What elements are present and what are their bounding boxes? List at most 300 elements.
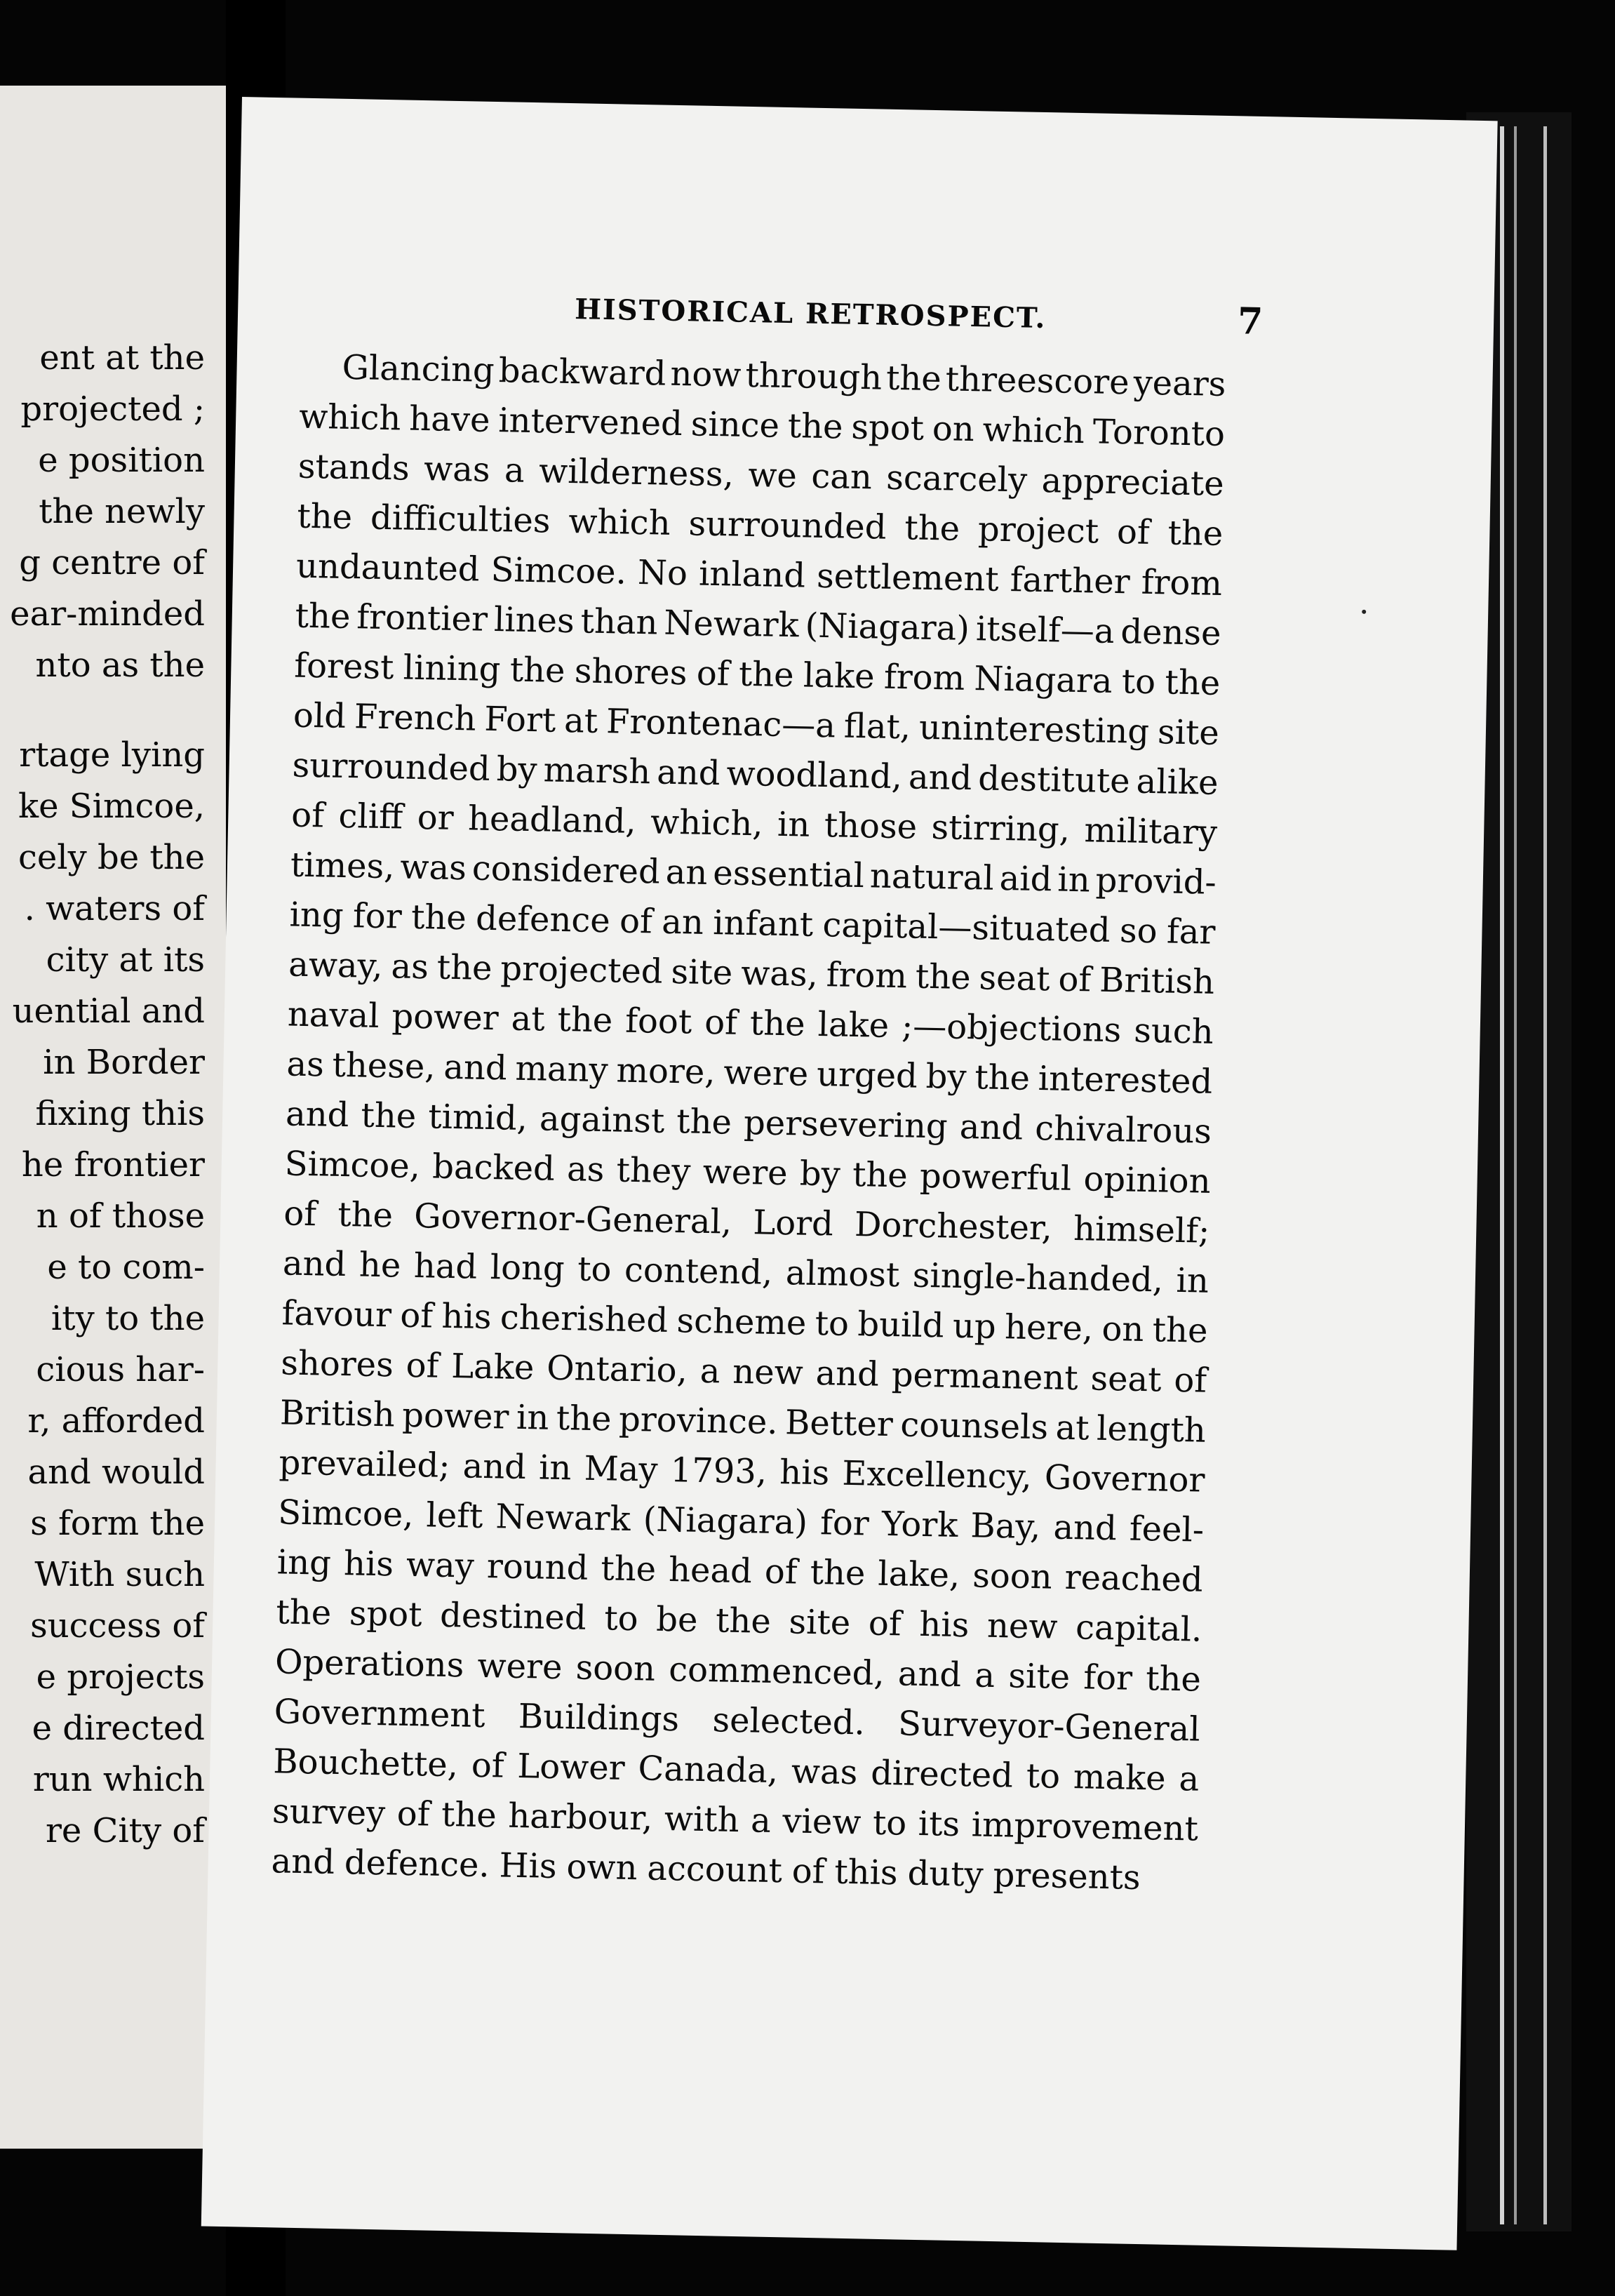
left-page-line: run which [32,1760,205,1799]
word: and [1052,1507,1118,1549]
word: the [600,1549,657,1589]
word: appreciate [1041,460,1225,504]
word: on [1101,1309,1144,1349]
word: of [1058,959,1092,1000]
word: head [668,1550,753,1591]
word: was [423,449,491,490]
word: ing [276,1542,332,1583]
page-edge-line [1543,126,1547,2224]
word: the [1145,1659,1202,1700]
word: and [282,1243,347,1285]
left-page-line: ear-minded [10,594,205,634]
word: feel- [1129,1509,1205,1550]
word: in [538,1448,572,1488]
left-page-line: success of [30,1606,205,1646]
word: threescore [945,359,1130,403]
word: backward [498,351,666,394]
word: lake, [877,1554,960,1596]
word: for [1083,1657,1133,1698]
word: far [1166,912,1216,952]
word: site [789,1602,851,1643]
left-page-line: ent at the [39,338,205,378]
word: his [918,1604,970,1646]
word: in [1176,1260,1209,1301]
word: soon [972,1556,1053,1597]
word: Fort [483,699,556,740]
word: a [750,1801,772,1841]
word: such [1133,1010,1214,1052]
word: frontier [356,597,488,639]
word: ing [289,895,344,935]
word: Governor [1044,1457,1205,1500]
word: scarcely [885,458,1028,500]
word: Governor-General, [413,1196,732,1242]
word: and [462,1446,527,1488]
word: for [819,1503,870,1544]
word: of [406,1345,439,1386]
left-page-line: projected ; [20,389,205,429]
word: new [732,1351,804,1393]
word: British [1099,960,1215,1002]
word: to [577,1249,612,1290]
word: of [704,1002,738,1043]
word: against [539,1099,665,1141]
word: site [671,952,733,993]
word: had [413,1246,478,1287]
word: stands [297,446,410,488]
word: Simcoe, [284,1144,421,1187]
word: the [885,358,942,399]
word: prevailed; [279,1443,450,1486]
word: long [490,1248,565,1289]
word: (Niagara) [643,1500,808,1542]
word: by [925,1056,967,1097]
word: the [436,947,492,989]
word: the [337,1194,394,1236]
word: Lake [450,1347,535,1388]
dust-speck [1362,610,1366,614]
word: through [744,355,883,398]
word: destitute [977,759,1131,801]
word: his [779,1453,830,1493]
word: have [408,399,490,440]
word: an [665,852,708,893]
word: make [1073,1757,1167,1798]
word: seat [979,958,1051,999]
word: so [1119,911,1158,952]
word: for [352,896,403,937]
word: uninteresting [918,707,1150,752]
word: a [504,450,525,490]
word: which, [650,802,764,844]
word: capital—situated [822,905,1111,950]
running-head: HISTORICAL RETROSPECT. [574,293,1047,335]
word: British [279,1393,396,1435]
word: they [616,1150,691,1192]
word: away, [288,945,384,987]
word: settlement [816,556,1000,599]
word: the [852,1154,909,1196]
word: of [399,1295,434,1336]
left-page-line: e projects [36,1657,205,1697]
word: years [1133,363,1226,404]
word: surrounded [292,745,491,789]
word: difficulties [370,498,551,541]
word: survey [272,1791,386,1834]
word: its [918,1803,960,1845]
left-page-line: in Border [43,1043,205,1082]
word: essential [712,853,865,896]
word: times, [290,845,395,887]
word: many [514,1048,609,1090]
word: Glancing [342,347,495,390]
word: capital. [1075,1608,1202,1650]
word: of [471,1745,505,1786]
word: favour [281,1293,392,1335]
left-page-line: fixing this [35,1094,205,1133]
word: these, [332,1045,436,1087]
page-number: 7 [1237,300,1264,343]
word: harbour, [507,1796,653,1838]
left-page-line: ke Simcoe, [18,787,205,826]
word: to [603,1598,639,1639]
word: lining [403,648,501,690]
word: were [702,1152,789,1194]
word: provid- [1095,860,1217,902]
word: dense [1120,612,1222,653]
word: May [584,1448,659,1490]
word: Newark [663,603,800,646]
word: was [791,1751,858,1793]
word: timid, [427,1097,528,1139]
left-page-line: . waters of [24,889,205,928]
word: destined [439,1595,587,1638]
word: the [904,508,960,549]
word: Simcoe, [277,1493,414,1535]
word: of [696,653,730,694]
word: presents [993,1855,1141,1898]
word: single-handed, [912,1255,1164,1300]
word: contend, [624,1250,773,1293]
word: defence [475,898,611,941]
word: and [443,1047,508,1088]
word: the [410,897,467,938]
word: cliff [338,796,403,837]
word: cherished [500,1297,669,1340]
word: opinion [1083,1159,1212,1201]
word: of [290,795,325,836]
word: his [343,1544,394,1584]
word: way [406,1544,475,1586]
word: were [477,1646,563,1688]
page-edge-line [1500,126,1504,2224]
word: the [738,654,795,695]
word: of [1116,512,1151,552]
word: reached [1064,1557,1204,1600]
word: commenced, [668,1650,885,1693]
word: the [810,1552,866,1594]
left-page-line: rtage lying [19,735,205,775]
left-page-line: e directed [32,1709,205,1748]
left-page-line: re City of [45,1811,205,1850]
word: Bay, [970,1506,1041,1547]
word: lines [493,600,575,641]
word: undaunted [295,546,481,589]
left-page-line: n of those [36,1196,205,1236]
left-page-line: With such [34,1555,205,1594]
word: length [1096,1408,1207,1450]
word: the [297,496,353,538]
word: lake [817,1005,890,1046]
word: (Niagara) [805,606,970,649]
left-page-line: he frontier [21,1145,205,1184]
word: Simcoe. [490,549,627,592]
word: the [276,1592,332,1633]
word: Newark [495,1497,631,1539]
word: as [391,947,429,987]
word: of [791,1851,825,1892]
word: was [399,847,467,888]
word: Lower [516,1746,626,1788]
word: aid [999,858,1052,900]
word: Buildings [518,1696,680,1740]
word: at [1055,1408,1090,1448]
word: soon [575,1648,656,1689]
word: woodland, [726,754,903,797]
left-page-line: cious har- [36,1350,205,1389]
word: No [637,552,688,594]
word: which [298,396,401,439]
word: site [1007,1656,1071,1697]
word: at [563,700,598,741]
word: be [655,1599,698,1640]
word: shores [280,1343,394,1385]
word: to [1026,1756,1061,1796]
left-page-line: cely be the [18,838,205,877]
word: from [1141,562,1223,603]
word: the [557,999,613,1041]
word: left [426,1495,483,1536]
word: the [361,1095,417,1137]
word: here, [1004,1307,1094,1349]
word: build [857,1304,945,1346]
word: were [723,1053,809,1094]
word: by [799,1154,841,1194]
word: foot [624,1001,692,1042]
word: Excellency, [841,1453,1033,1497]
word: the [974,1057,1031,1098]
word: this [833,1852,899,1893]
word: military [1083,810,1218,853]
word: those [824,806,918,847]
word: the [441,1794,497,1836]
word: was, [740,953,819,994]
word: in [777,804,810,845]
word: and [285,1094,349,1135]
word: and [271,1841,335,1882]
word: the [1167,513,1224,554]
left-page-line: city at its [46,940,205,980]
word: new [986,1606,1058,1647]
word: spot [349,1594,422,1635]
word: to [872,1803,907,1843]
word: Niagara [974,659,1113,701]
word: from [883,657,965,698]
word: defence. [344,1843,490,1885]
word: on [932,408,975,450]
word: the [556,1398,612,1439]
word: power [401,1395,509,1437]
word: persevering [743,1103,949,1147]
word: itself—a [975,609,1115,652]
word: the [715,1601,772,1641]
word: with [664,1799,740,1841]
word: Surveyor-General [897,1704,1201,1749]
word: which [568,502,671,543]
word: he [358,1245,401,1286]
word: Lord [752,1203,834,1244]
word: flat, [843,706,911,747]
word: himself; [1073,1209,1210,1251]
left-page-line: e position [38,441,205,480]
word: forest [293,646,394,688]
word: intervened [497,401,683,444]
word: old [293,695,347,736]
word: naval [287,994,380,1036]
word: site [1157,712,1220,753]
left-page-line: s form the [30,1504,205,1543]
left-page-line: r, afforded [27,1401,205,1441]
word: of [283,1194,317,1234]
word: the [915,956,972,998]
word: now [669,354,742,395]
word: and [959,1107,1024,1148]
word: of [619,901,653,942]
word: as [566,1149,605,1190]
word: of [1173,1360,1207,1401]
word: selected. [711,1700,866,1743]
word: and [908,757,972,799]
word: of [764,1551,798,1592]
word: considered [471,848,661,892]
word: project [977,509,1099,552]
word: York [881,1504,958,1545]
word: ;—objections [901,1006,1122,1050]
word: a [699,1351,721,1391]
word: in [516,1397,549,1438]
word: powerful [919,1156,1072,1199]
word: Better [784,1403,894,1445]
word: Toronto [1092,412,1226,454]
word: Canada, [638,1749,779,1791]
word: seat [1090,1359,1162,1400]
word: shores [574,651,688,693]
word: directed [870,1753,1014,1796]
word: account [646,1848,783,1891]
word: the [295,596,351,637]
word: round [486,1547,589,1588]
word: of [396,1794,431,1834]
left-page-line: nto as the [35,646,205,685]
word: can [810,456,873,498]
word: or [417,797,455,838]
word: spot [850,407,925,448]
word: of [868,1603,902,1644]
left-page-line: and would [27,1453,205,1492]
word: by [496,749,538,790]
word: since [690,404,780,446]
left-page-line: the newly [39,492,205,531]
word: his [441,1296,492,1337]
left-page-line: g centre of [19,543,205,582]
left-page [0,86,226,2149]
word: Dorchester, [854,1205,1053,1248]
word: alike [1136,761,1219,803]
word: a [974,1655,996,1696]
word: a [1178,1759,1200,1799]
word: more, [616,1050,716,1093]
word: province. [618,1399,779,1443]
word: at [511,999,546,1039]
word: projected [500,949,664,992]
word: farther [1010,560,1131,602]
word: as [286,1044,325,1085]
word: an [661,902,704,942]
word: up [952,1306,997,1347]
word: backed [431,1147,556,1189]
word: the [749,1003,806,1044]
word: Operations [274,1642,464,1686]
word: to [815,1304,850,1344]
word: urged [816,1054,918,1096]
left-page-line: e to com- [47,1248,205,1287]
word: Bouchette, [272,1742,459,1785]
word: His [499,1846,558,1887]
word: lake [803,655,876,697]
word: natural [869,856,995,898]
word: view [782,1801,862,1843]
word: the [1152,1310,1208,1351]
right-page [201,97,1498,2250]
word: permanent [891,1355,1079,1399]
word: and [897,1654,962,1695]
word: infant [712,903,814,945]
word: stirring, [931,808,1071,850]
word: and [656,752,721,794]
word: Ontario, [546,1348,688,1391]
word: inland [698,554,806,596]
word: chivalrous [1034,1108,1212,1152]
word: the [509,650,566,690]
word: surrounded [688,504,887,547]
word: almost [785,1253,900,1295]
word: to [1121,662,1156,702]
word: the [676,1102,732,1142]
word: French [354,697,476,739]
body-text [271,347,1226,1909]
word: Frontenac—a [605,702,836,746]
word: scheme [676,1301,807,1343]
page-edge-line [1514,126,1517,2224]
word: duty [907,1853,984,1895]
left-page-line: uential and [12,992,205,1031]
word: Government [274,1692,486,1736]
word: improvement [971,1805,1199,1849]
word: the [787,406,844,447]
word: headland, [467,799,637,841]
word: and [815,1354,880,1394]
word: in [1057,860,1091,900]
